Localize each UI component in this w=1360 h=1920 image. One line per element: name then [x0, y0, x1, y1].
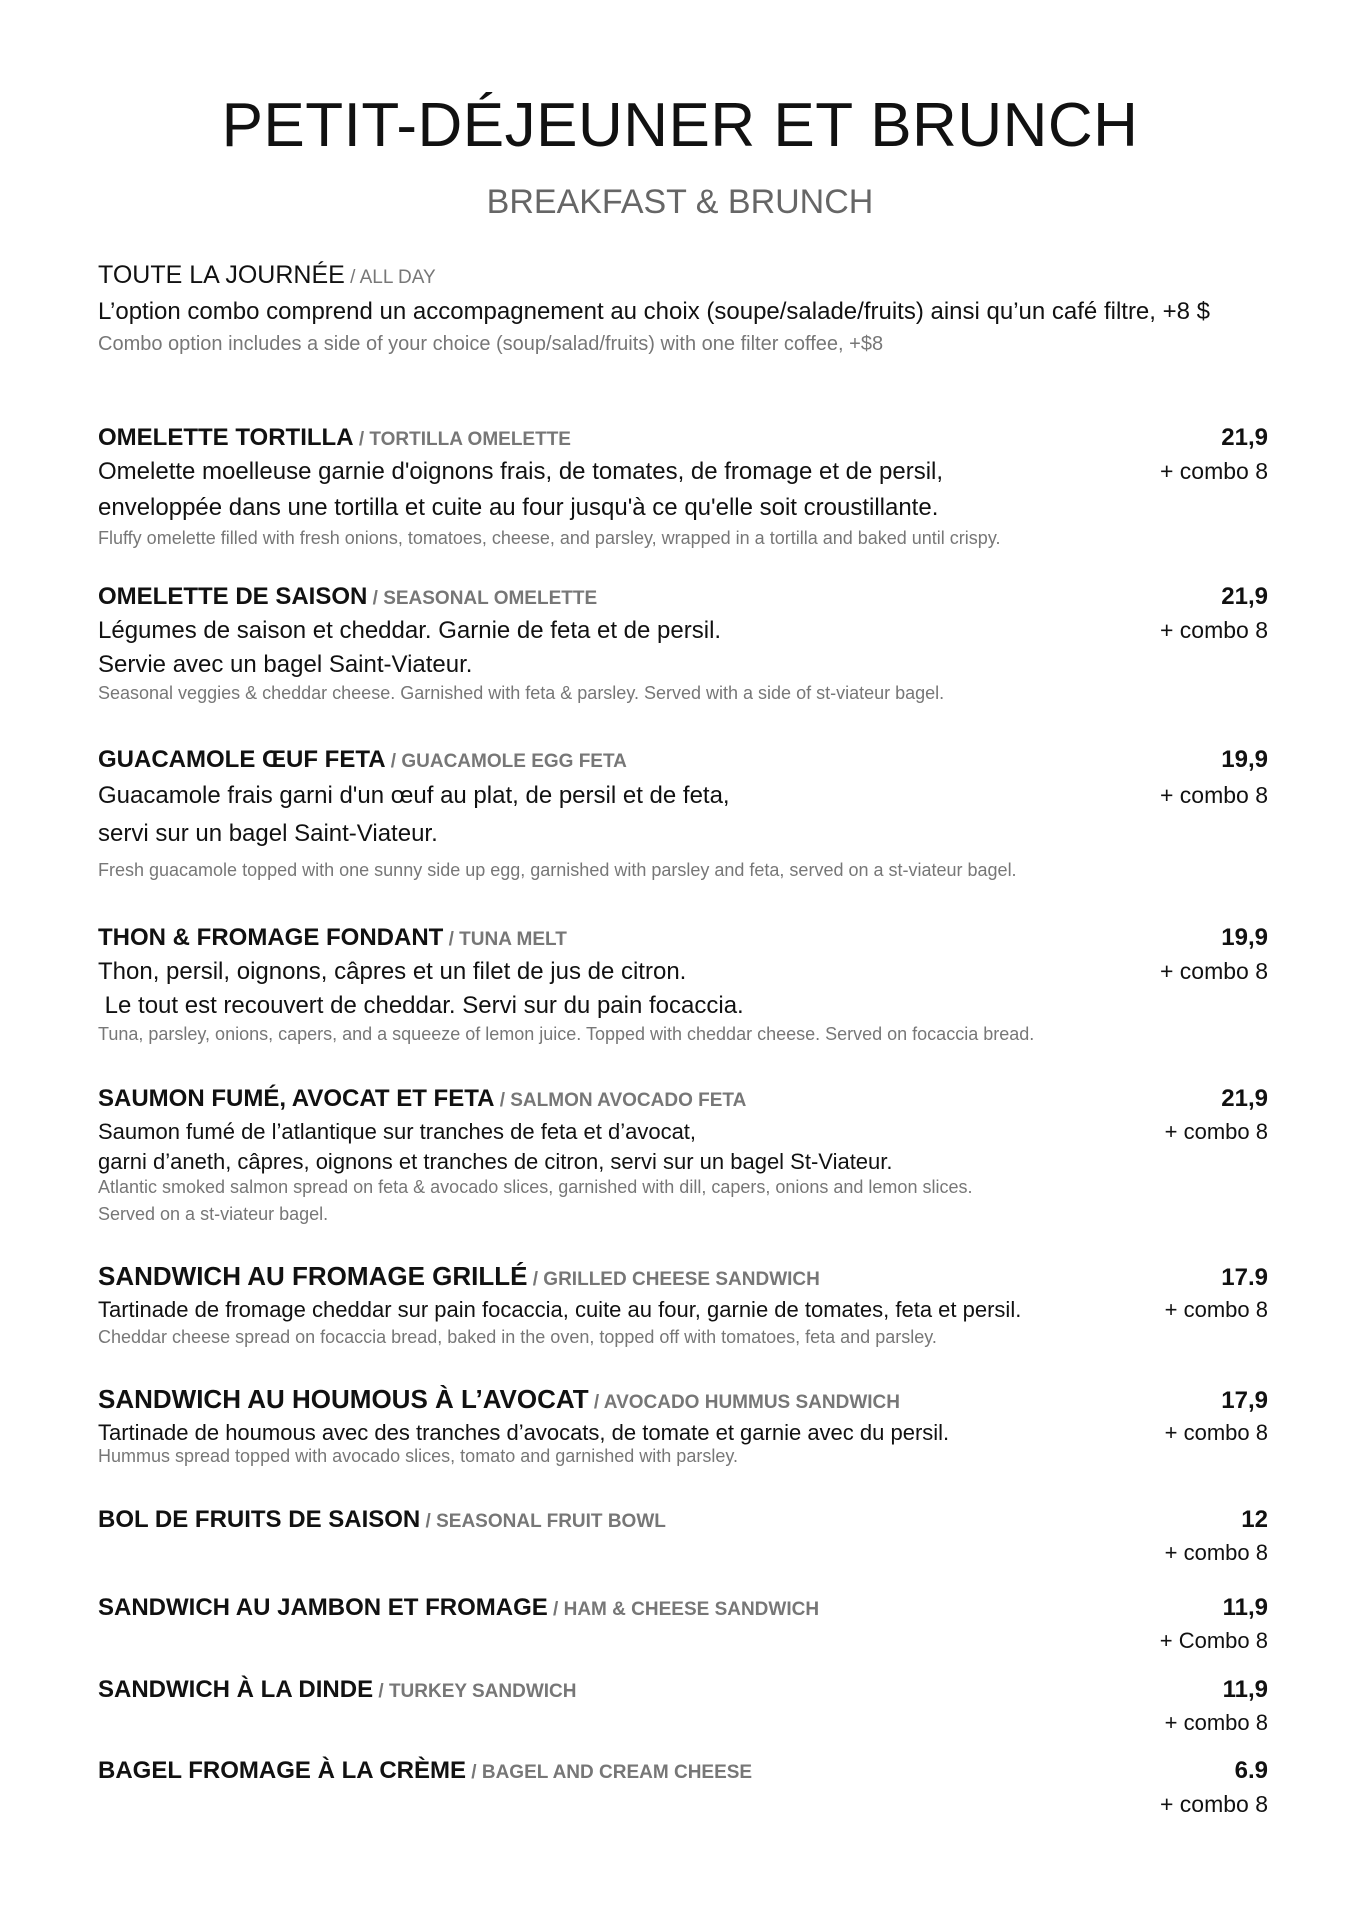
item-price: 19,9	[1221, 924, 1268, 951]
item-desc-fr: Guacamole frais garni d'un œuf au plat, de persil et de feta,	[98, 782, 730, 809]
menu-item	[98, 1757, 1268, 1818]
item-combo: + Combo 8	[1159, 1628, 1268, 1653]
intro-text-fr: L’option combo comprend un accompagnement au choix (soupe/salade/fruits) ainsi qu’un café filtre, +8 $	[98, 298, 1210, 325]
item-name-fr: BOL DE FRUITS DE SAISON	[98, 1506, 421, 1533]
item-desc-en: Served on a st-viateur bagel.	[98, 1204, 329, 1224]
item-combo: + combo 8	[1159, 958, 1268, 984]
item-price: 6.9	[1234, 1757, 1268, 1784]
menu-item	[98, 1261, 1268, 1348]
item-desc-en: Fresh guacamole topped with one sunny side up egg, garnished with parsley and feta, served on a st-viateur bagel.	[98, 860, 1017, 880]
item-name-fr: SAUMON FUMÉ, AVOCAT ET FETA	[98, 1085, 495, 1112]
item-name-en: / SEASONAL FRUIT BOWL	[420, 1511, 666, 1532]
item-name-fr: SANDWICH AU JAMBON ET FROMAGE	[98, 1594, 548, 1621]
item-price: 21,9	[1221, 583, 1268, 610]
menu-item	[98, 1506, 1268, 1566]
menu-item	[98, 1085, 1268, 1225]
item-desc-fr: garni d’aneth, câpres, oignons et tranches de citron, servi sur un bagel St-Viateur.	[98, 1149, 893, 1174]
item-desc-fr: Thon, persil, oignons, câpres et un filet de jus de citron.	[98, 958, 687, 985]
item-combo: + combo 8	[1164, 1420, 1268, 1445]
item-combo: + combo 8	[1164, 1540, 1268, 1565]
menu-item	[98, 924, 1268, 1045]
item-name-fr: SANDWICH À LA DINDE	[98, 1676, 374, 1703]
item-desc-en: Fluffy omelette filled with fresh onions, tomatoes, cheese, and parsley, wrapped in a tortilla and baked until crispy.	[98, 528, 1001, 548]
item-desc-fr: servi sur un bagel Saint-Viateur.	[98, 820, 438, 847]
item-name-fr: OMELETTE DE SAISON	[98, 583, 368, 610]
item-desc-en: Hummus spread topped with avocado slices, tomato and garnished with parsley.	[98, 1446, 739, 1466]
menu-item	[98, 746, 1268, 881]
item-price: 21,9	[1221, 1085, 1268, 1112]
item-name-en: / SEASONAL OMELETTE	[367, 588, 598, 609]
item-name-en: / HAM & CHEESE SANDWICH	[547, 1599, 820, 1620]
item-name-en: / GUACAMOLE EGG FETA	[385, 751, 627, 772]
menu-item	[98, 1676, 1268, 1736]
item-desc-fr: enveloppée dans une tortilla et cuite au four jusqu'à ce qu'elle soit croustillante.	[98, 494, 939, 521]
intro-heading	[98, 258, 1268, 295]
item-combo: + combo 8	[1159, 458, 1268, 484]
intro-text-en: Combo option includes a side of your choice (soup/salad/fruits) with one filter coffee, +$8	[98, 333, 884, 355]
item-name-en: / AVOCADO HUMMUS SANDWICH	[588, 1392, 901, 1413]
item-name-fr: SANDWICH AU HOUMOUS À L’AVOCAT	[98, 1384, 589, 1414]
item-desc-fr: Omelette moelleuse garnie d'oignons frais, de tomates, de fromage et de persil,	[98, 458, 944, 485]
item-name-en: / TUNA MELT	[443, 929, 567, 950]
intro-heading-en: / ALL DAY	[344, 267, 436, 288]
item-name-fr: OMELETTE TORTILLA	[98, 424, 354, 451]
item-price: 19,9	[1221, 746, 1268, 773]
item-desc-fr: Légumes de saison et cheddar. Garnie de feta et de persil.	[98, 617, 722, 644]
menu-item	[98, 424, 1268, 549]
item-combo: + combo 8	[1159, 617, 1268, 643]
intro-heading-fr: TOUTE LA JOURNÉE	[98, 261, 345, 289]
item-name-fr: BAGEL FROMAGE À LA CRÈME	[98, 1757, 467, 1784]
item-name-en: / GRILLED CHEESE SANDWICH	[527, 1269, 820, 1290]
item-desc-fr: Tartinade de houmous avec des tranches d’avocats, de tomate et garnie avec du persil.	[98, 1420, 950, 1445]
item-price: 11,9	[1222, 1676, 1268, 1703]
item-name-en: / SALMON AVOCADO FETA	[494, 1090, 747, 1111]
item-desc-en: Atlantic smoked salmon spread on feta & avocado slices, garnished with dill, capers, onions and lemon slices.	[98, 1177, 973, 1197]
item-price: 11,9	[1222, 1594, 1268, 1621]
item-price: 17.9	[1221, 1264, 1268, 1291]
item-combo: + combo 8	[1159, 782, 1268, 808]
page-title: PETIT-DÉJEUNER ET BRUNCH	[221, 91, 1139, 160]
item-combo: + combo 8	[1159, 1791, 1268, 1817]
item-name-en: / TORTILLA OMELETTE	[353, 429, 571, 450]
item-name-en: / BAGEL AND CREAM CHEESE	[466, 1762, 753, 1783]
item-name-fr: THON & FROMAGE FONDANT	[98, 924, 444, 951]
menu-item	[98, 583, 1268, 704]
item-name-fr: GUACAMOLE ŒUF FETA	[98, 746, 386, 773]
item-desc-en: Tuna, parsley, onions, capers, and a squeeze of lemon juice. Topped with cheddar cheese. Served on focaccia bread.	[98, 1024, 1035, 1044]
item-combo: + combo 8	[1164, 1297, 1268, 1322]
menu-item	[98, 1594, 1268, 1654]
item-price: 17,9	[1221, 1387, 1268, 1414]
item-desc-fr: Saumon fumé de l’atlantique sur tranches de feta et d’avocat,	[98, 1119, 697, 1144]
item-desc-fr: Servie avec un bagel Saint-Viateur.	[98, 651, 473, 678]
item-desc-en: Cheddar cheese spread on focaccia bread, baked in the oven, topped off with tomatoes, feta and parsley.	[98, 1327, 937, 1347]
item-desc-fr: Tartinade de fromage cheddar sur pain focaccia, cuite au four, garnie de tomates, feta et persil.	[98, 1297, 1022, 1322]
intro-section	[98, 258, 1268, 359]
page-subtitle: BREAKFAST & BRUNCH	[486, 183, 874, 221]
item-desc-en: Seasonal veggies & cheddar cheese. Garnished with feta & parsley. Served with a side of st-viateur bagel.	[98, 683, 945, 703]
item-name-fr: SANDWICH AU FROMAGE GRILLÉ	[98, 1261, 528, 1291]
item-name-en: / TURKEY SANDWICH	[373, 1681, 577, 1702]
item-combo: + combo 8	[1164, 1119, 1268, 1144]
item-desc-fr: Le tout est recouvert de cheddar. Servi sur du pain focaccia.	[98, 992, 744, 1019]
item-price: 12	[1241, 1506, 1268, 1533]
item-price: 21,9	[1221, 424, 1268, 451]
item-combo: + combo 8	[1164, 1710, 1268, 1735]
menu-item	[98, 1384, 1268, 1467]
